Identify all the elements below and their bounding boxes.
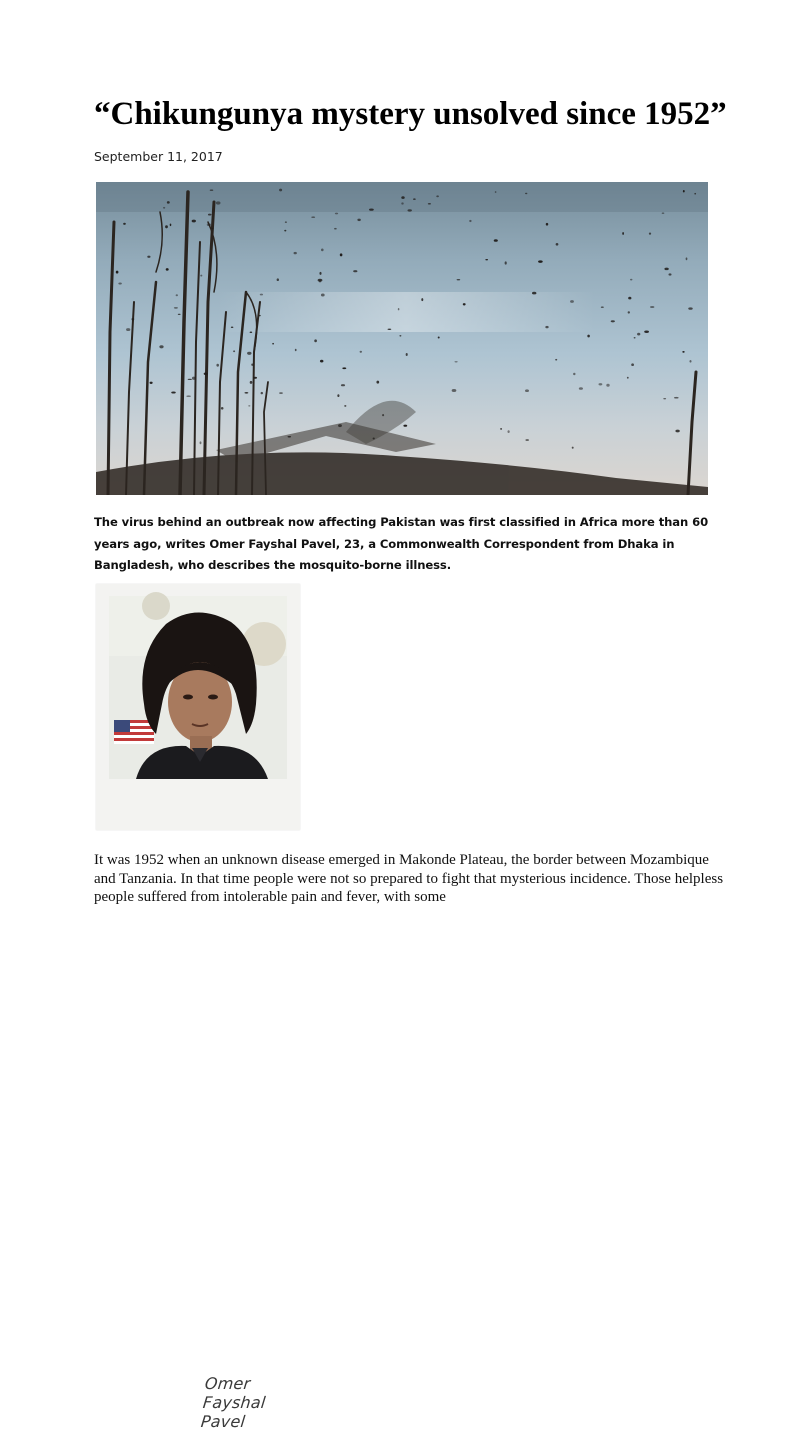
mosquito-speck xyxy=(216,364,219,367)
mosquito-speck xyxy=(320,360,323,363)
mosquito-speck xyxy=(188,379,192,380)
mosquito-speck xyxy=(295,349,297,351)
mosquito-speck xyxy=(221,407,224,410)
mosquito-speck xyxy=(294,252,297,254)
author-name-caption: Omer Fayshal Pavel xyxy=(200,1374,267,1431)
mosquito-speck xyxy=(116,271,119,274)
mosquito-speck xyxy=(649,232,651,234)
mosquito-speck xyxy=(457,279,461,280)
mosquito-speck xyxy=(231,327,234,328)
mosquito-speck xyxy=(532,292,536,295)
mosquito-speck xyxy=(166,268,169,271)
mosquito-speck xyxy=(675,430,679,433)
mosquito-speck xyxy=(147,256,150,258)
mosquito-speck xyxy=(500,428,502,430)
mosquito-speck xyxy=(251,364,253,366)
mosquito-speck xyxy=(494,239,498,242)
mosquito-speck xyxy=(683,190,685,192)
mosquito-speck xyxy=(163,207,165,209)
mosquito-speck xyxy=(259,315,261,316)
mosquito-speck xyxy=(606,384,609,387)
mosquito-speck xyxy=(353,270,357,272)
mosquito-speck xyxy=(689,360,691,363)
article-date: September 11, 2017 xyxy=(94,149,223,164)
mosquito-speck xyxy=(186,395,190,397)
mosquito-speck xyxy=(260,294,263,296)
mosquito-speck xyxy=(686,257,688,260)
mosquito-speck xyxy=(131,318,134,320)
mosquito-speck xyxy=(545,326,548,328)
mosquito-speck xyxy=(211,228,213,230)
mosquito-speck xyxy=(338,424,342,427)
mosquito-speck xyxy=(485,259,488,260)
mosquito-speck xyxy=(253,377,257,379)
mosquito-speck xyxy=(399,335,401,337)
mosquito-speck xyxy=(388,329,392,330)
mosquito-speck xyxy=(284,230,286,232)
article-lede: The virus behind an outbreak now affecting Pakistan was first classified in Africa more than 60 years ago, writes Omer Fayshal Pavel, 23, a Commonwealth Correspondent from Dhaka in Bangladesh, who describes the mosquito-borne illness. xyxy=(94,515,709,572)
mosquito-speck xyxy=(601,306,604,308)
mosquito-speck xyxy=(650,306,654,308)
hero-photo xyxy=(96,182,708,495)
mosquito-speck xyxy=(126,328,130,331)
mosquito-speck xyxy=(178,314,181,315)
mosquito-speck xyxy=(314,339,317,342)
mosquito-speck xyxy=(587,335,590,338)
mosquito-speck xyxy=(637,333,640,336)
mosquito-speck xyxy=(357,219,360,221)
mosquito-speck xyxy=(233,350,235,352)
mosquito-speck xyxy=(279,392,283,393)
mosquito-speck xyxy=(277,278,279,281)
mosquito-speck xyxy=(321,249,324,252)
mosquito-speck xyxy=(438,337,440,339)
mosquito-speck xyxy=(455,361,458,362)
mosquito-speck xyxy=(413,198,416,200)
mosquito-speck xyxy=(688,307,692,309)
mosquito-speck xyxy=(200,441,202,444)
mosquito-speck xyxy=(682,351,684,353)
mosquito-speck xyxy=(634,337,636,339)
mosquito-speck xyxy=(285,221,287,223)
mosquito-speck xyxy=(401,196,404,199)
mosquito-speck xyxy=(525,389,529,392)
mosquito-speck xyxy=(627,377,629,379)
mosquito-speck xyxy=(538,260,543,262)
mosquito-speck xyxy=(341,384,345,386)
mosquito-speck xyxy=(495,191,497,193)
mosquito-speck xyxy=(570,300,574,303)
mosquito-speck xyxy=(244,392,248,394)
author-photo-polaroid xyxy=(96,584,300,1431)
mosquito-speck xyxy=(674,397,679,399)
mosquito-speck xyxy=(630,279,632,281)
mosquito-speck xyxy=(382,414,384,416)
mosquito-speck xyxy=(508,430,510,433)
mosquito-speck xyxy=(369,208,374,210)
mosquito-speck xyxy=(452,389,457,392)
mosquito-speck xyxy=(572,447,574,449)
mosquito-speck xyxy=(150,382,153,384)
mosquito-speck xyxy=(556,243,559,246)
mosquito-speck xyxy=(208,214,211,216)
mosquito-speck xyxy=(192,377,195,380)
mosquito-speck xyxy=(373,437,375,439)
mosquito-speck xyxy=(248,405,250,406)
mosquito-speck xyxy=(159,345,163,348)
mosquito-speck xyxy=(340,253,343,256)
mosquito-speck xyxy=(216,201,221,204)
mosquito-speck xyxy=(118,282,121,284)
mosquito-speck xyxy=(622,232,624,235)
mosquito-speck xyxy=(247,352,251,355)
mosquito-speck xyxy=(311,216,315,218)
mosquito-speck xyxy=(272,343,274,345)
mosquito-speck xyxy=(428,203,431,205)
mosquito-speck xyxy=(200,275,202,277)
mosquito-speck xyxy=(279,189,282,192)
mosquito-speck xyxy=(204,373,208,376)
mosquito-speck xyxy=(469,220,471,222)
mosquito-speck xyxy=(360,351,362,353)
mosquito-speck xyxy=(669,273,672,275)
mosquito-speck xyxy=(662,213,665,214)
article-title: “Chikungunya mystery unsolved since 1952” xyxy=(94,96,727,132)
mosquito-speck xyxy=(694,193,696,195)
mosquito-speck xyxy=(167,201,170,204)
mosquito-speck xyxy=(321,294,325,297)
mosquito-speck xyxy=(250,331,253,333)
mosquito-speck xyxy=(165,225,168,228)
mosquito-speck xyxy=(318,279,323,282)
mosquito-speck xyxy=(335,213,338,215)
mosquito-speck xyxy=(421,298,423,301)
mosquito-speck xyxy=(250,381,253,384)
mosquito-speck xyxy=(579,387,583,390)
mosquito-speck xyxy=(644,330,649,332)
mosquito-speck xyxy=(376,381,379,384)
mosquito-speck xyxy=(505,261,507,264)
mosquito-speck xyxy=(628,311,630,313)
mosquito-speck xyxy=(261,392,263,394)
mosquito-speck xyxy=(406,353,408,356)
mosquito-speck xyxy=(207,223,211,226)
mosquito-speck xyxy=(398,308,400,310)
mosquito-speck xyxy=(319,272,321,275)
mosquito-speck xyxy=(344,405,346,407)
mosquito-speck xyxy=(463,303,466,305)
mosquito-speck xyxy=(171,392,176,394)
mosquito-speck xyxy=(555,359,557,361)
mosquito-speck xyxy=(401,202,404,204)
mosquito-speck xyxy=(573,373,575,375)
mosquito-speck xyxy=(599,383,603,385)
mosquito-speck xyxy=(170,223,172,226)
mosquito-speck xyxy=(525,439,529,441)
mosquito-speck xyxy=(176,294,178,296)
mosquito-speck xyxy=(611,320,615,322)
mosquito-speck xyxy=(342,367,346,369)
mosquito-speck xyxy=(436,195,439,197)
mosquito-speck xyxy=(403,425,407,427)
mosquito-speck xyxy=(337,394,339,397)
mosquito-speck xyxy=(288,436,292,437)
mosquito-speck xyxy=(546,223,548,226)
mosquito-speck xyxy=(174,307,178,308)
mosquito-speck xyxy=(334,228,337,230)
author-photo xyxy=(96,584,300,830)
mosquito-speck xyxy=(210,190,214,191)
article-body-paragraph: It was 1952 when an unknown disease emerged in Makonde Plateau, the border between Mozambique and Tanzania. In that time people were not so prepared to fight that mysterious incidence. Those helpless people suffered from intolerable pain and fever, with some xyxy=(94,852,724,906)
mosquito-speck xyxy=(663,398,666,399)
mosquito-speck xyxy=(631,363,634,366)
mosquito-speck xyxy=(628,297,631,300)
hero-image-mosquitoes-over-water xyxy=(96,182,708,495)
mosquito-speck xyxy=(525,193,527,194)
mosquito-speck xyxy=(664,268,668,271)
mosquito-speck xyxy=(192,220,196,223)
mosquito-speck xyxy=(407,209,411,211)
mosquito-speck xyxy=(123,223,126,225)
